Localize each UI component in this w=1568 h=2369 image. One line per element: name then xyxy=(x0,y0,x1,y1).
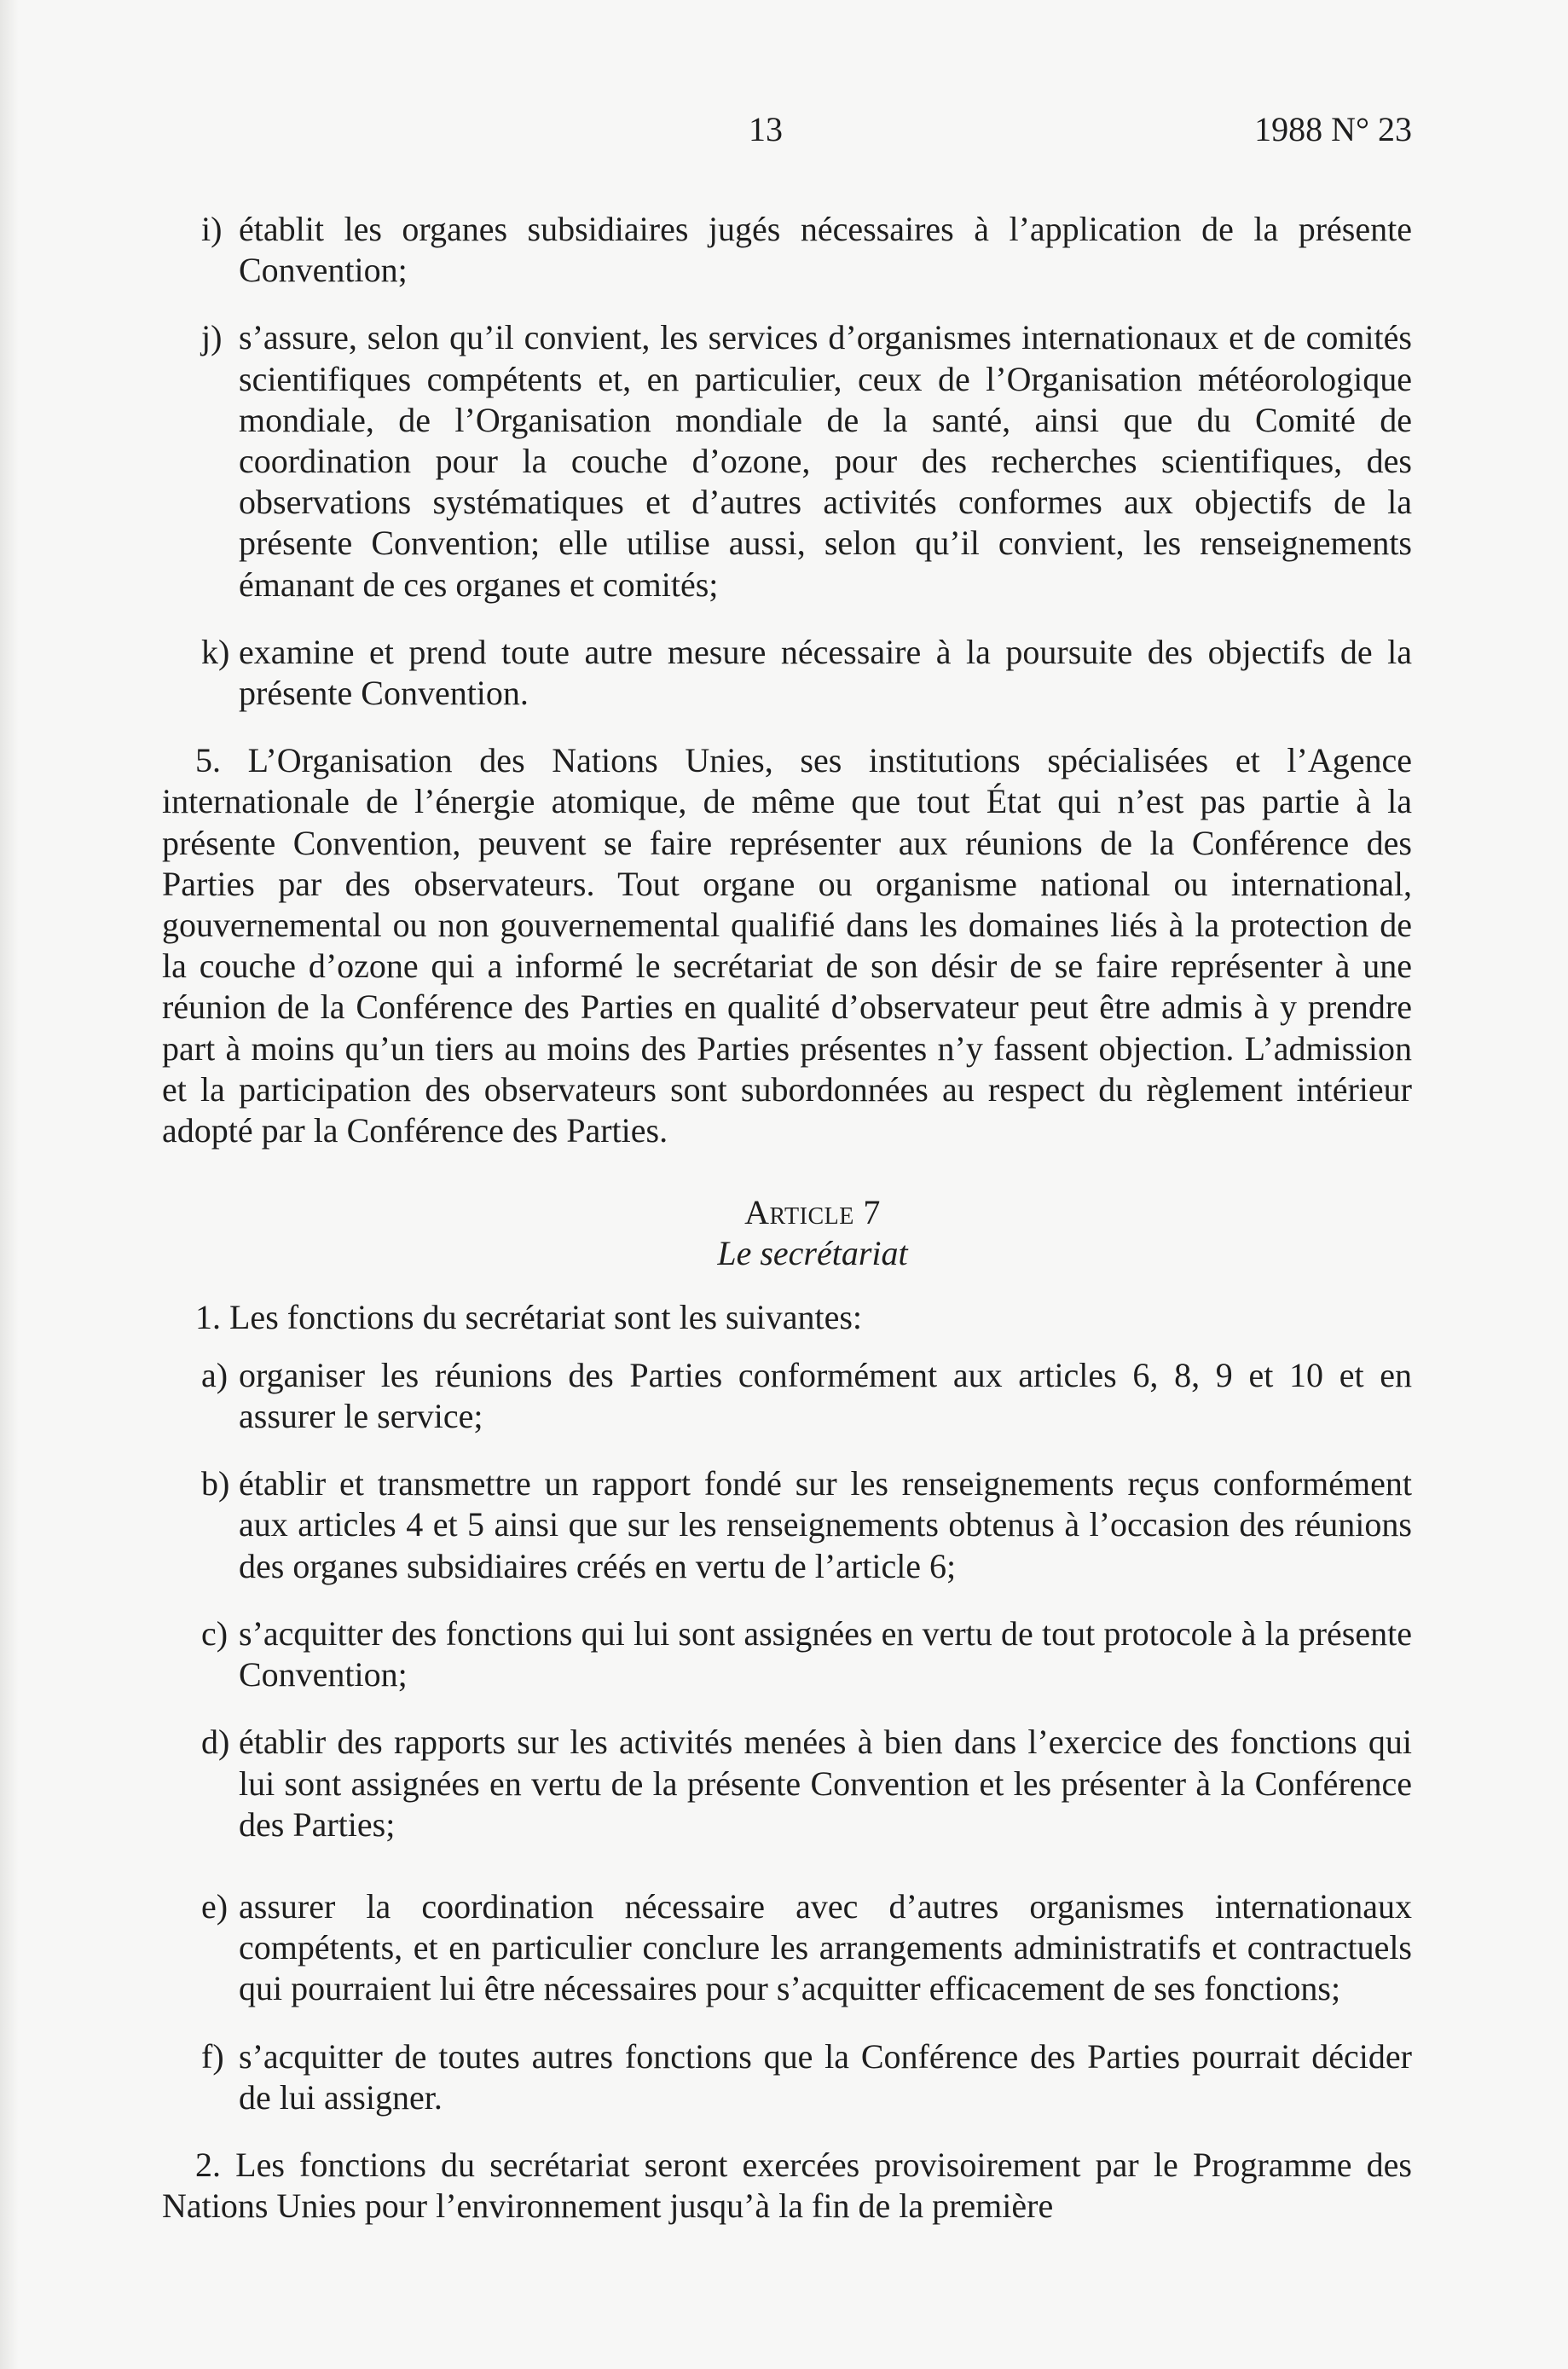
list-item-text: assurer la coordination nécessaire avec d’autres organismes internationaux compétents, et en particulier conclure les arrangements administratifs et contractuels qui pourraient lui être nécessaires pour s’acquitter efficacement de ses fonctions; xyxy=(239,1886,1412,2008)
list-item-label: k) xyxy=(201,632,230,671)
list-item-text: s’assure, selon qu’il convient, les services d’organismes internationaux et de comités scientifiques compétents et, en particulier, ceux de l’Organisation météorologique mondiale, de l’Organisation mondiale de la santé, ainsi que du Comité de coordination pour la couche d’ozone, pour des recherches scientifiques, des observations systématiques et d’autres activités conformes aux objectifs de la présente Convention; elle utilise aussi, selon qu’il convient, les renseignements émanant de ces organes et comités; xyxy=(239,318,1412,604)
document-reference: 1988 N° 23 xyxy=(1254,110,1412,148)
page-edge-shadow xyxy=(0,0,19,2369)
list-item-text: s’acquitter de toutes autres fonctions que la Conférence des Parties pourrait décider de lui assigner. xyxy=(239,2036,1412,2117)
article-paragraph-2: 2. Les fonctions du secrétariat seront exercées provisoirement par le Programme des Nations Unies pour l’environnement jusqu’à la fin de la première xyxy=(162,2145,1412,2226)
list-item-label: j) xyxy=(201,318,223,357)
list-item-d xyxy=(201,1722,1412,1845)
list-item-k xyxy=(201,632,1412,714)
list-item-text: examine et prend toute autre mesure nécessaire à la poursuite des objectifs de la présente Convention. xyxy=(239,632,1412,713)
list-item-text: organiser les réunions des Parties conformément aux articles 6, 8, 9 et 10 et en assurer le service; xyxy=(239,1355,1412,1436)
list-item-label: f) xyxy=(201,2036,224,2076)
paragraph-5: 5. L’Organisation des Nations Unies, ses institutions spécialisées et l’Agence internationale de l’énergie atomique, de même que tout État qui n’est pas partie à la présente Convention, peuvent se faire représenter aux réunions de la Conférence des Parties par des observateurs. Tout organe ou organisme national ou international, gouvernemental ou non gouvernemental qualifié dans les domaines liés à la protection de la couche d’ozone qui a informé le secrétariat de son désir de se faire représenter à une réunion de la Conférence des Parties en qualité d’observateur peut être admis à y prendre part à moins qu’un tiers au moins des Parties présentes n’y fassent objection. L’admission et la participation des observateurs sont subordonnées au respect du règlement intérieur adopté par la Conférence des Parties. xyxy=(162,741,1412,1150)
list-item-a xyxy=(201,1355,1412,1437)
list-item-i xyxy=(201,209,1412,291)
page-header xyxy=(0,109,1568,152)
list-item-label: e) xyxy=(201,1886,229,1926)
document-body xyxy=(162,209,1412,2227)
list-item-f xyxy=(201,2036,1412,2118)
list-item-text: établir et transmettre un rapport fondé sur les renseignements reçus conformément aux articles 4 et 5 ainsi que sur les renseignements obtenus à l’occasion des réunions des organes subsidiaires créés en vertu de l’article 6; xyxy=(239,1464,1412,1585)
list-item-label: i) xyxy=(201,210,223,248)
list-item-label: d) xyxy=(201,1723,230,1762)
list-item-text: établir des rapports sur les activités menées à bien dans l’exercice des fonctions qui lui sont assignées en vertu de la présente Convention et les présenter à la Conférence des Parties; xyxy=(239,1723,1412,1844)
list-item-j xyxy=(201,317,1412,605)
article-subtitle: Le secrétariat xyxy=(717,1234,908,1273)
article-paragraph-1-intro: 1. Les fonctions du secrétariat sont les suivantes: xyxy=(195,1297,863,1336)
list-item-c xyxy=(201,1613,1412,1695)
article-heading: Article 7 xyxy=(744,1193,881,1232)
page-number: 13 xyxy=(749,110,783,148)
list-item-label: b) xyxy=(201,1464,230,1503)
list-item-text: s’acquitter des fonctions qui lui sont assignées en vertu de tout protocole à la présente Convention; xyxy=(239,1613,1412,1694)
list-item-e xyxy=(201,1886,1412,2010)
list-item-label: c) xyxy=(201,1613,229,1653)
list-item-b xyxy=(201,1463,1412,1587)
list-item-text: établit les organes subsidiaires jugés nécessaires à l’application de la présente Convention; xyxy=(239,210,1412,290)
list-item-label: a) xyxy=(201,1355,229,1394)
